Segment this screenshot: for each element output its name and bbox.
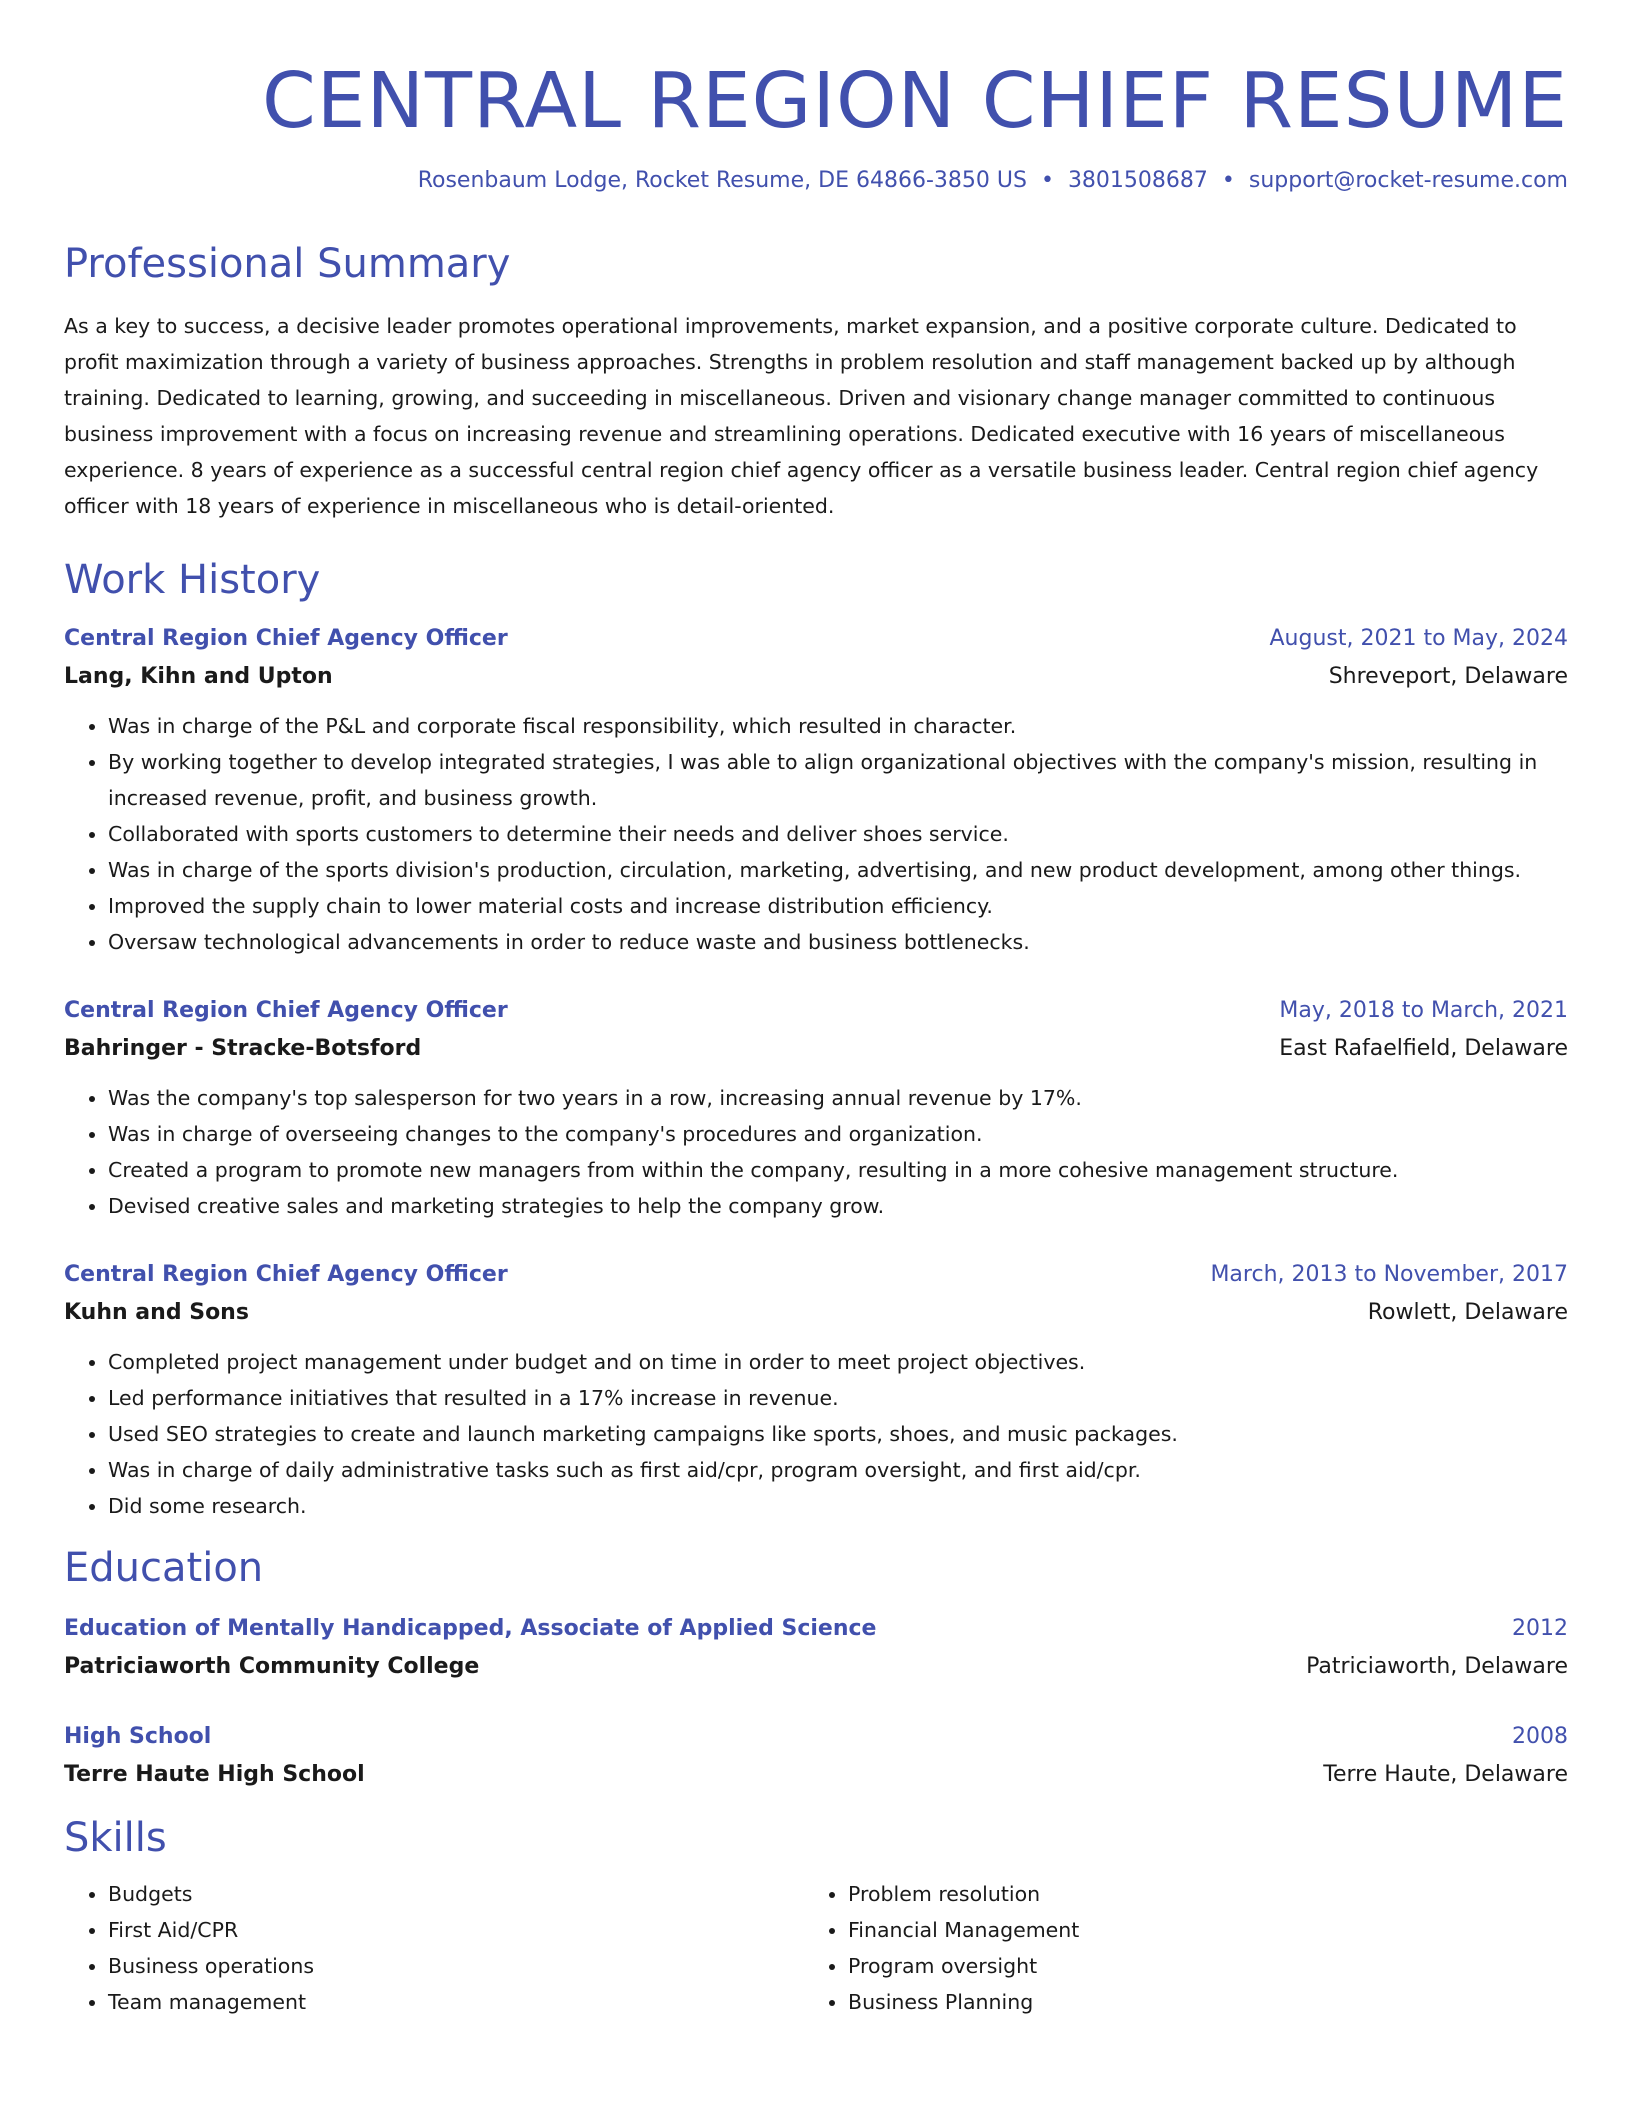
work-entry xyxy=(64,992,1568,1224)
list-item: • Was in charge of the P&L and corporate fiscal responsibility, which resulted in character. xyxy=(108,708,1568,744)
list-item: • Was in charge of daily administrative tasks such as first aid/cpr, program oversight, and first aid/cpr. xyxy=(108,1452,1568,1488)
skill-item: • Problem resolution xyxy=(848,1876,1544,1912)
contact-address: Rosenbaum Lodge, Rocket Resume, DE 64866-3850 US xyxy=(417,168,1027,193)
school-location: Patriciaworth, Delaware xyxy=(1306,1654,1568,1679)
job-title: Central Region Chief Agency Officer xyxy=(64,1262,508,1287)
list-item: • Devised creative sales and marketing strategies to help the company grow. xyxy=(108,1188,1568,1224)
section-title-education: Education xyxy=(64,1545,264,1591)
skill-item: • Budgets xyxy=(108,1876,804,1912)
job-dates: March, 2013 to November, 2017 xyxy=(1210,1262,1568,1287)
resume-name: CENTRAL REGION CHIEF RESUME xyxy=(262,57,1568,146)
contact-phone: 3801508687 xyxy=(1067,168,1208,193)
contact-email: support@rocket-resume.com xyxy=(1248,168,1568,193)
job-dates: May, 2018 to March, 2021 xyxy=(1279,998,1568,1023)
graduation-year: 2012 xyxy=(1512,1616,1568,1641)
list-item: • By working together to develop integrated strategies, I was able to align organizational objectives with the company's mission, resulting in increased revenue, profit, and business growth. xyxy=(108,744,1568,816)
list-item: • Was the company's top salesperson for two years in a row, increasing annual revenue by 17%. xyxy=(108,1080,1568,1116)
skills-grid xyxy=(64,1876,1568,2020)
job-dates: August, 2021 to May, 2024 xyxy=(1269,626,1568,651)
job-bullets xyxy=(64,708,1568,960)
degree-name: High School xyxy=(64,1724,212,1749)
school-location: Terre Haute, Delaware xyxy=(1323,1762,1568,1787)
summary-text: As a key to success, a decisive leader promotes operational improvements, market expansion, and a positive corporate culture. Dedicated to profit maximization through a variety of business approaches. Strengths in problem resolution and staff management backed up by although training. Dedicated to learning, growing, and succeeding in miscellaneous. Driven and visionary change manager committed to continuous business improvement with a focus on increasing revenue and streamlining operations. Dedicated executive with 16 years of miscellaneous experience. 8 years of experience as a successful central region chief agency officer as a versatile business leader. Central region chief agency officer with 18 years of experience in miscellaneous who is detail-oriented. xyxy=(64,314,1539,518)
job-location: East Rafaelfield, Delaware xyxy=(1279,1036,1568,1061)
job-bullets xyxy=(64,1080,1568,1224)
education-entry xyxy=(64,1610,1568,1686)
separator-dot: • xyxy=(1040,168,1054,193)
skill-item: • Financial Management xyxy=(848,1912,1544,1948)
job-bullets xyxy=(64,1344,1568,1524)
list-item: • Oversaw technological advancements in order to reduce waste and business bottlenecks. xyxy=(108,924,1568,960)
company-name: Kuhn and Sons xyxy=(64,1300,249,1325)
job-title: Central Region Chief Agency Officer xyxy=(64,998,508,1023)
list-item: • Did some research. xyxy=(108,1488,1568,1524)
list-item: • Used SEO strategies to create and launch marketing campaigns like sports, shoes, and music packages. xyxy=(108,1416,1568,1452)
job-title: Central Region Chief Agency Officer xyxy=(64,626,508,651)
separator-dot: • xyxy=(1221,168,1235,193)
graduation-year: 2008 xyxy=(1512,1724,1568,1749)
section-title-skills: Skills xyxy=(64,1815,167,1861)
skill-item: • Business Planning xyxy=(848,1984,1544,2020)
job-location: Shreveport, Delaware xyxy=(1328,664,1568,689)
skill-item: • Team management xyxy=(108,1984,804,2020)
list-item: • Completed project management under budget and on time in order to meet project objectives. xyxy=(108,1344,1568,1380)
list-item: • Was in charge of the sports division's production, circulation, marketing, advertising, and new product development, among other things. xyxy=(108,852,1568,888)
skill-item: • Program oversight xyxy=(848,1948,1544,1984)
work-entry xyxy=(64,620,1568,960)
list-item: • Created a program to promote new managers from within the company, resulting in a more cohesive management structure. xyxy=(108,1152,1568,1188)
list-item: • Was in charge of overseeing changes to the company's procedures and organization. xyxy=(108,1116,1568,1152)
degree-name: Education of Mentally Handicapped, Associate of Applied Science xyxy=(64,1616,877,1641)
education-entry xyxy=(64,1718,1568,1794)
list-item: • Collaborated with sports customers to determine their needs and deliver shoes service. xyxy=(108,816,1568,852)
skills-column-right xyxy=(804,1876,1544,2020)
contact-line xyxy=(64,166,1568,196)
school-name: Patriciaworth Community College xyxy=(64,1654,480,1679)
section-title-summary: Professional Summary xyxy=(64,241,511,287)
list-item: • Led performance initiatives that resulted in a 17% increase in revenue. xyxy=(108,1380,1568,1416)
skill-item: • Business operations xyxy=(108,1948,804,1984)
school-name: Terre Haute High School xyxy=(64,1762,365,1787)
company-name: Bahringer - Stracke-Botsford xyxy=(64,1036,422,1061)
skills-column-left xyxy=(64,1876,804,2020)
company-name: Lang, Kihn and Upton xyxy=(64,664,333,689)
job-location: Rowlett, Delaware xyxy=(1367,1300,1568,1325)
section-title-work-history: Work History xyxy=(64,557,321,603)
list-item: • Improved the supply chain to lower material costs and increase distribution efficiency. xyxy=(108,888,1568,924)
work-entry xyxy=(64,1256,1568,1524)
skill-item: • First Aid/CPR xyxy=(108,1912,804,1948)
